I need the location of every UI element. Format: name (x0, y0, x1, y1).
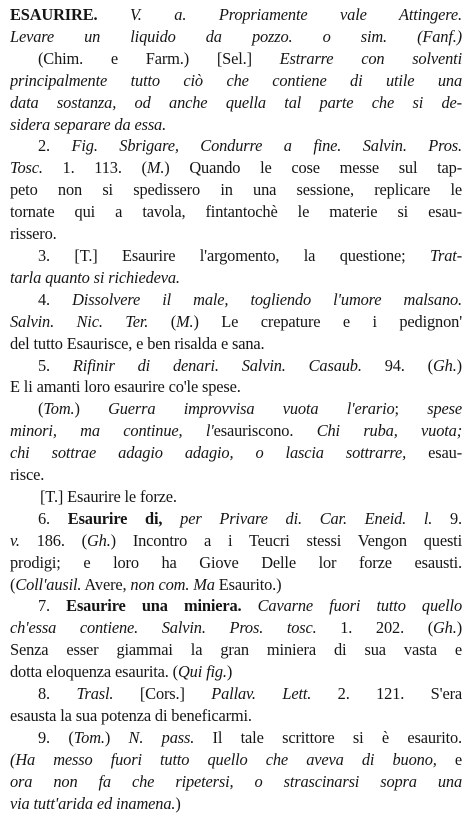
text-run: 9. (432, 508, 462, 528)
text-run: ch'essa contiene. Salvin. Pros. tosc. (10, 618, 317, 638)
text-run: 3. [T.] Esaurire l'argomento, la questione; (38, 245, 430, 265)
text-run: Fig. Sbrigare, Condurre a fine. Salvin. Pros. (71, 136, 462, 156)
text-run: Dissolvere il male, togliendo l'umore malsano. (72, 289, 462, 309)
text-run: principalmente tutto ciò che contiene di utile una (10, 70, 462, 90)
text-line (10, 639, 462, 661)
text-line (10, 223, 462, 245)
text-run: ( (10, 749, 16, 769)
text-run: Levare un liquido da pozzo. o sim. (Fanf.) (10, 26, 462, 46)
text-run: 186. ( (19, 530, 87, 550)
text-run: risce. (10, 465, 45, 485)
text-run: Gh. (432, 355, 457, 375)
text-line (10, 355, 462, 377)
text-run: ora non fa che ripetersi, o strascinarsi sopra una (10, 771, 462, 791)
text-run: e (436, 749, 462, 769)
text-run: chi sottrae adagio adagio, o lascia sottrarre, (10, 443, 407, 463)
text-run: Trasl. (76, 684, 114, 704)
text-line (10, 508, 462, 530)
text-run: Pallav. Lett. (211, 684, 312, 704)
text-run: ) Le crepature e i pedignon' (193, 311, 462, 331)
text-run: ) Incontro a i Teucri stessi Vengon questi (110, 530, 462, 550)
text-line (10, 135, 462, 157)
text-line (10, 727, 462, 749)
text-run: Qui fig. (177, 662, 227, 682)
text-run: Il tale scrittore si è esaurito. (194, 727, 462, 747)
text-run: Trat- (429, 245, 462, 265)
text-line (10, 420, 462, 442)
text-run: Estrarre con solventi (279, 48, 462, 68)
text-run: esau- (406, 443, 462, 463)
text-run: [T.] Esaurire le forze. (40, 486, 177, 506)
text-run: Rifinir di denari. Salvin. Casaub. (72, 355, 362, 375)
text-line (10, 749, 462, 771)
text-run: esausta la sua potenza di beneficarmi. (10, 706, 252, 725)
text-line (10, 48, 462, 70)
text-run: spese (427, 399, 462, 419)
text-line (10, 486, 462, 508)
text-run: Esaurito.) (214, 574, 282, 594)
text-line (10, 398, 462, 420)
text-run: 8. (38, 684, 77, 704)
text-run: (Chim. e Farm.) [Sel.] (38, 48, 280, 68)
text-run: Avere, (81, 574, 131, 594)
text-run: M. (176, 311, 194, 331)
text-line (10, 595, 462, 617)
text-run: Coll'ausil. (15, 574, 82, 594)
text-line (10, 4, 462, 26)
text-run: Gh. (86, 530, 111, 550)
text-line (10, 201, 462, 223)
text-run: Senza esser giammai la gran miniera di sua vasta e (10, 640, 462, 660)
text-line (10, 267, 462, 289)
text-run: tarla quanto si richiedeva. (10, 267, 180, 287)
text-line (10, 530, 462, 552)
text-run: ) (226, 662, 233, 682)
text-line (10, 793, 462, 815)
text-run: E li amanti loro esaurire co'le spese. (10, 377, 241, 397)
text-run: ; (394, 399, 428, 419)
text-run: Esaurire una miniera. (66, 596, 242, 616)
text-run: ) (456, 618, 462, 638)
text-run: 7. (38, 596, 67, 616)
text-run: V. a. Propriamente vale Attingere. (97, 5, 462, 24)
text-run: dotta eloquenza esaurita. ( (10, 662, 178, 682)
text-run: prodigi; e loro ha Giove Delle lor forze esausti. (10, 552, 462, 572)
text-run: Cavarne fuori tutto quello (241, 596, 462, 616)
text-line (10, 464, 462, 486)
text-run: Gh. (433, 618, 457, 638)
text-run: del tutto Esaurisce, e ben risalda e sana. (10, 333, 265, 353)
text-line (10, 617, 462, 639)
text-run: ) (104, 727, 129, 747)
text-run: 5. (38, 355, 73, 375)
text-run: rissero. (10, 224, 57, 244)
text-run: ESAURIRE. (10, 5, 98, 24)
text-line (10, 661, 462, 683)
text-line (10, 70, 462, 92)
text-run: Tom. (43, 399, 75, 419)
text-run: Esaurire di, (67, 508, 163, 528)
text-run: ) (74, 399, 109, 419)
text-run: 4. (38, 289, 73, 309)
text-run: ( (148, 311, 177, 331)
text-run: Ha messo fuori tutto quello che aveva di buono, (15, 749, 437, 769)
text-run: esauriscono. (213, 421, 317, 441)
text-line (10, 442, 462, 464)
text-run: 94. ( (361, 355, 433, 375)
text-line (10, 771, 462, 793)
text-run: M. (146, 158, 165, 178)
text-run: 1. 202. ( (316, 618, 433, 638)
text-run: ) Quando le cose messe sul tap- (164, 158, 462, 178)
text-line (10, 289, 462, 311)
text-run: ) (175, 793, 181, 813)
text-run: Tom. (73, 727, 105, 747)
text-line (10, 333, 462, 355)
text-line (10, 552, 462, 574)
text-line (10, 114, 462, 136)
text-run: v. (10, 530, 20, 550)
text-run: ( (38, 399, 44, 419)
text-run: 6. (38, 508, 68, 528)
text-line (10, 92, 462, 114)
text-run: peto non si spedissero in una sessione, replicare le (10, 180, 462, 200)
text-line (10, 26, 462, 48)
text-run: 2. 121. S'era (311, 684, 462, 704)
text-run: N. pass. (128, 727, 195, 747)
text-line (10, 683, 462, 705)
text-run: non com. Ma (130, 574, 215, 594)
text-run: [Cors.] (113, 684, 212, 704)
text-line (10, 376, 462, 398)
text-line (10, 311, 462, 333)
text-run: 1. 113. ( (42, 158, 147, 178)
text-run: per Privare di. Car. Eneid. l. (162, 508, 433, 528)
text-run: ( (10, 574, 16, 594)
text-run: Salvin. Nic. Ter. (10, 311, 149, 331)
text-run: sidera separare da essa. (10, 114, 167, 134)
text-run: Guerra improvvisa vuota l'erario (108, 399, 395, 419)
text-run: 2. (38, 136, 72, 156)
text-line (10, 157, 462, 179)
text-line (10, 245, 462, 267)
text-run: Tosc. (10, 158, 43, 178)
text-run: tornate qui a tavola, fintantochè le materie si esau- (10, 202, 462, 222)
text-run: data sostanza, od anche quella tal parte che si de- (10, 92, 462, 112)
text-run: minori, ma continue, l' (10, 421, 214, 441)
text-run: Chi ruba, vuota; (316, 421, 462, 441)
text-line (10, 179, 462, 201)
text-run: 9. ( (38, 727, 74, 747)
text-line (10, 705, 462, 727)
text-run: via tutt'arida ed inamena. (10, 793, 176, 813)
text-run: ) (456, 355, 462, 375)
text-line (10, 574, 462, 596)
